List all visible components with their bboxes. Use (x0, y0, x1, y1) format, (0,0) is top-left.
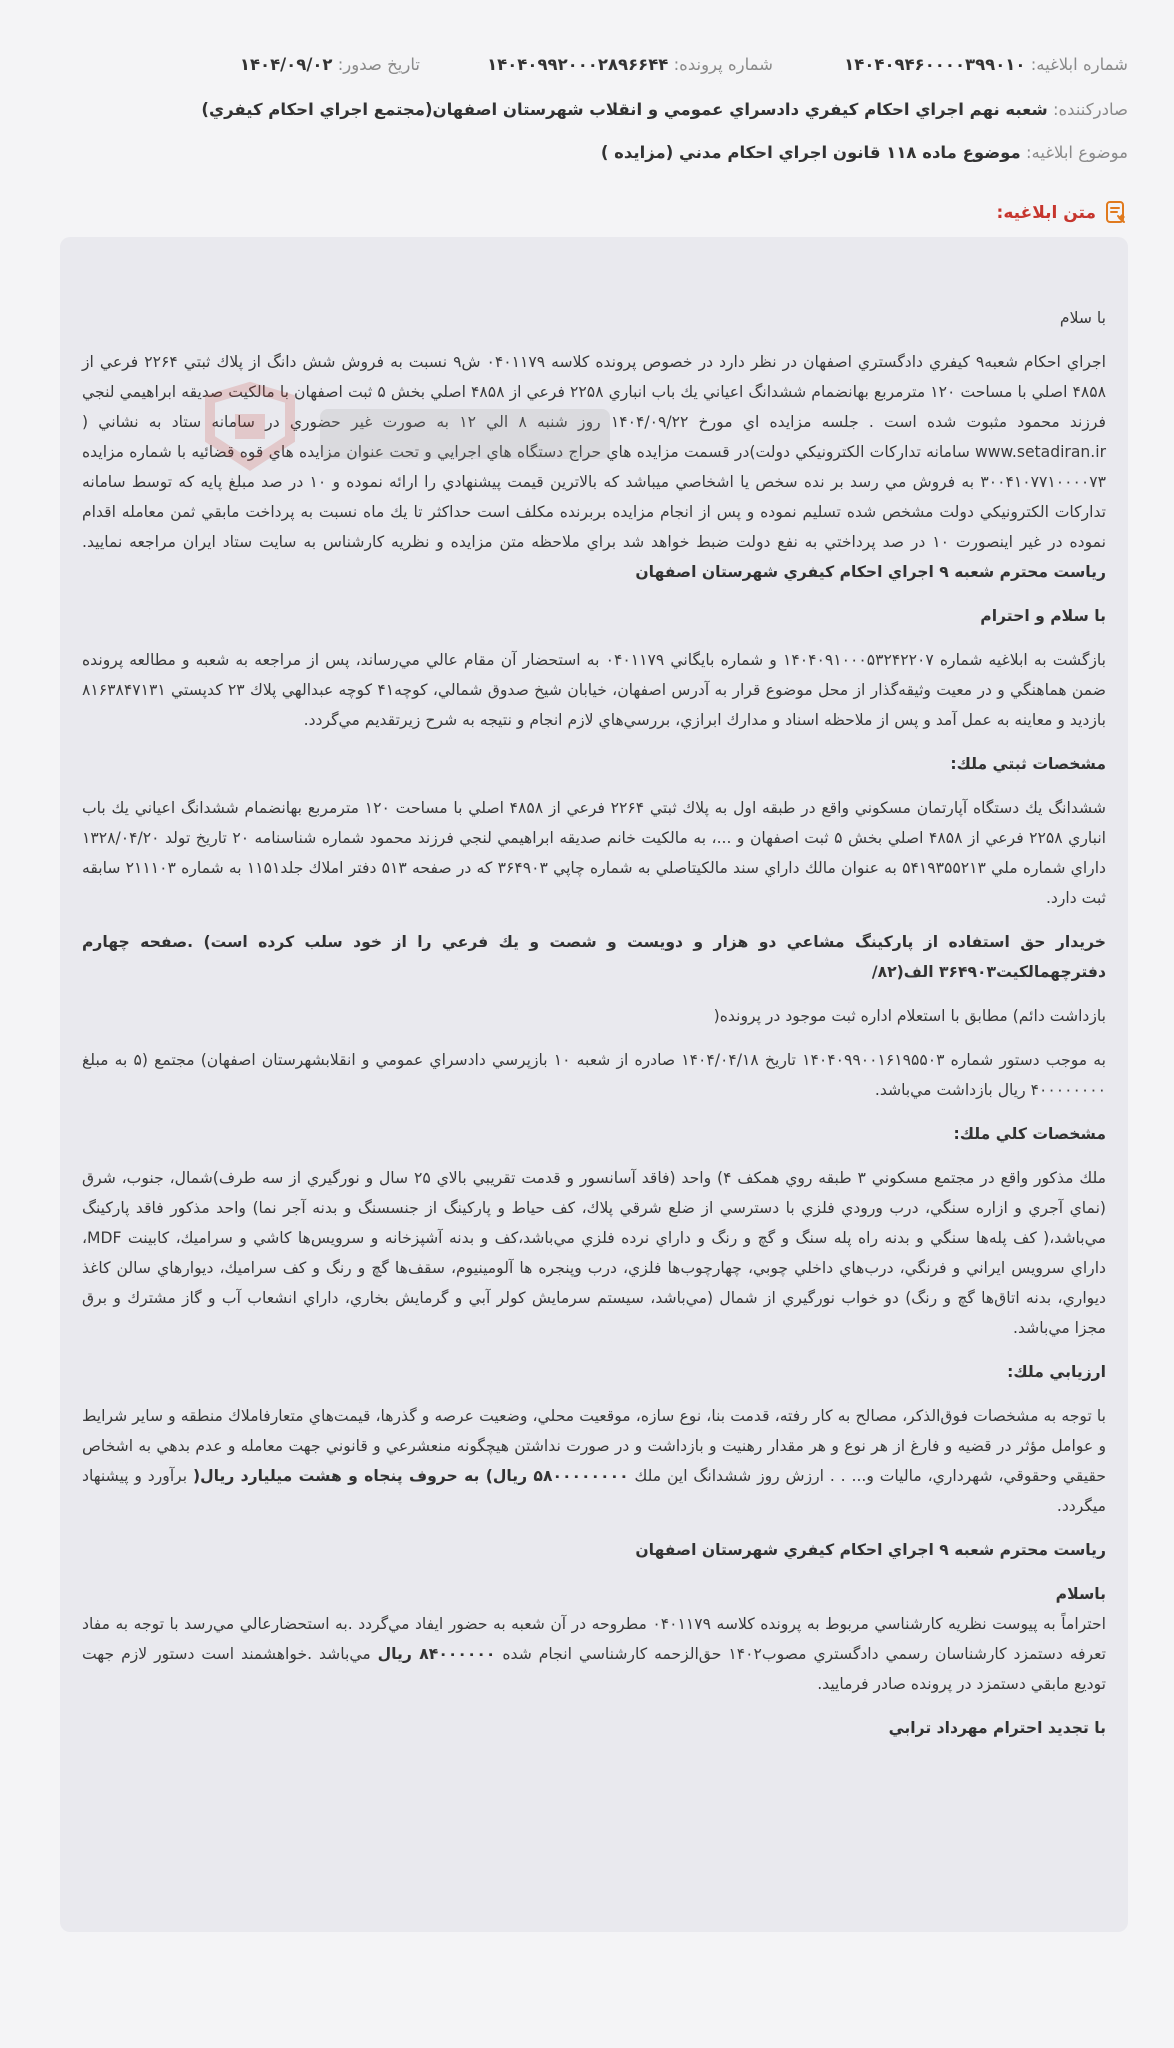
case-number: شماره پرونده: ۱۴۰۴۰۹۹۲۰۰۰۲۸۹۶۶۴۴ (487, 55, 773, 74)
seizure-note: بازداشت دائم) مطابق با استعلام اداره ثبت موجود در پرونده( (713, 1007, 1106, 1025)
fee-value: ۸۴۰۰۰۰۰۰ ريال (377, 1645, 496, 1663)
auction-signature: رياست محترم شعبه ۹ اجراي احكام كيفري شهرستان اصفهان (635, 563, 1106, 581)
greeting-3: باسلام (1055, 1585, 1106, 1603)
evaluation-paragraph: با توجه به مشخصات فوق‌الذكر، مصالح به كار رفته، قدمت بنا، نوع سازه، موقعيت محلي، وضعيت عرصه و گذرها، قيمت‌هاي متعارفاملاك منطقه و ساير شرايط و عوامل مؤثر در قضيه و فارغ از هر نوع و هر مقدار رهنيت و بازداشت و در صورت نداشتن هيچگونه منعشرعي و قانوني جهت معامله و عدم بدهي به اشخاص حقيقي وحقوقي، شهرداري، ماليات و... . . ارزش روز ششدانگ اين ملك ۵۸۰۰۰۰۰۰۰۰ ريال) به حروف پنجاه و هشت ميليارد ريال( برآورد و پيشنهاد ميگردد. (82, 1407, 1106, 1515)
greeting-2: با سلام و احترام (980, 607, 1106, 625)
seizure-order-paragraph: به موجب دستور شماره ۱۴۰۴۰۹۹۰۰۱۶۱۹۵۵۰۳ تاريخ ۱۴۰۴/۰۴/۱۸ صادره از شعبه ۱۰ بازپرسي دادسراي عمومي و انقلابشهرستان اصفهان) مجتمع (۵ به مبلغ ۴۰۰۰۰۰۰۰۰ ريال بازداشت مي‌باشد. (82, 1051, 1106, 1099)
registry-paragraph: ششدانگ يك دستگاه آپارتمان مسكوني واقع در طبقه اول به پلاك ثبتي ۲۲۶۴ فرعي از ۴۸۵۸ اصلي با مساحت ۱۲۰ مترمربع بهانضمام ششدانگ اعياني يك باب انباري ۲۲۵۸ فرعي از ۴۸۵۸ اصلي بخش ۵ ثبت اصفهان و ...، به مالكيت خانم صديقه ابراهيمي لنجي فرزند محمود شماره شناسنامه ۲۰ تاريخ تولد ۱۳۲۸/۰۴/۲۰ داراي شماره ملي ۵۴۱۹۳۵۵۲۱۳ به عنوان مالك داراي سند مالكيتاصلي به شماره چاپي ۳۶۴۹۰۳ كه در صفحه ۵۱۳ دفتر املاك جلد۱۱۵۱ به شماره ۲۱۱۱۰۳ سابقه ثبت دارد. (82, 799, 1107, 907)
general-paragraph: ملك مذكور واقع در مجتمع مسكوني ۳ طبقه روي همكف ۴) واحد (فاقد آسانسور و قدمت تقريبي بالاي ۲۵ سال و نورگيري از سه طرف)شمال، جنوب، شرق (نماي آجري و ازاره سنگي، درب ورودي فلزي با دسترسي از ضلع شرقي پلاك، كف حياط و پاركينگ از جنسسنگ و بدنه آجر نما) واحد مذكور فاقد پاركينگ مي‌باشد،( كف پله‌ها سنگي و بدنه راه پله سنگ و گچ و رنگ و داراي نرده فلزي مي‌باشد،كف و بدنه آشپزخانه و سرويس‌ها كاشي و سراميك، كابينت MDF، داراي سرويس ايراني و فرنگي، درب‌هاي داخلي چوبي، چهارچوب‌ها فلزي، درب وپنجره ها آلومينيوم، سقف‌ها گچ و رنگ و كف سراميك، ديوارهاي سالن كاغذ ديواري، بدنه اتاق‌ها گچ و رنگ) دو خواب نورگيري از شمال (مي‌باشد، سيستم سرمايش كولر آبي و گرمايش بخاري، داراي انشعاب آب و گاز مشترك و برق مجزا مي‌باشد. (82, 1169, 1106, 1337)
expert-signature-heading: رياست محترم شعبه ۹ اجراي احكام كيفري شهرستان اصفهان (635, 1541, 1106, 1559)
evaluation-heading: ارزيابي ملك: (1007, 1363, 1106, 1381)
general-heading: مشخصات كلي ملك: (953, 1125, 1106, 1143)
document-icon (1104, 200, 1128, 226)
inspection-paragraph: بازگشت به ابلاغيه شماره ۱۴۰۴۰۹۱۰۰۰۵۳۲۴۲۲۰۷ و شماره بايگاني ۰۴۰۱۱۷۹ به استحضار آن مقام عالي مي‌رساند، پس از مراجعه به شعبه و مطالعه پرونده ضمن هماهنگي و در معيت وثيقه‌گذار از محل موضوع قرار به آدرس اصفهان، خيابان شيخ صدوق شمالي، كوچه۴۱ كوچه عبدالهي پلاك ۲۳ كدپستي ۸۱۶۳۸۴۷۱۳۱ بازديد و معاينه به عمل آمد و پس از ملاحظه اسناد و مدارك ابرازي، بررسي‌هاي لازم انجام و نتيجه به شرح زيرتقديم مي‌گردد. (82, 651, 1106, 729)
auction-paragraph: اجراي احكام شعبه۹ كيفري دادگستري اصفهان در نظر دارد در خصوص پرونده كلاسه ۰۴۰۱۱۷۹ ش۹ نسبت به فروش شش دانگ از پلاك ثبتي ۲۲۶۴ فرعي از ۴۸۵۸ اصلي با مساحت ۱۲۰ مترمربع بهانضمام ششدانگ اعياني يك باب انباري ۲۲۵۸ فرعي از ۴۸۵۸ اصلي بخش ۵ ثبت اصفهان با مالكيت صديقه ابراهيمي لنجي فرزند محمود مثبوت شده است . جلسه مزايده اي مورخ ۱۴۰۴/۰۹/۲۲ روز شنبه ۸ الي ۱۲ به صورت غير حضوري در سامانه ستاد به نشاني ( www.setadiran.ir سامانه تداركات الكترونيكي دولت)در قسمت مزايده هاي حراج دستگاه هاي اجرايي و تحت عنوان مزايده هاي قوه قضائيه با شماره مزايده ۳۰۰۴۱۰۷۷۱۰۰۰۰۷۳ به فروش مي رسد بر نده سخص يا اشخاصي ميباشد كه بالاترين قيمت پيشنهادي را ارائه نموده و ۱۰ در صد مبلغ پايه كه توسط سامانه تداركات الكترونيكي دولت مشخص شده تسليم نموده و پس از انجام مزايده بربرنده مكلف است حداكثر تا يك ماه نسبت به پرداخت مابقي ثمن معامله اقدام نموده در غير اينصورت ۱۰ در صد پرداختي به نفع دولت ضبط خواهد شد براي ملاحظه متن مزايده و نظريه كارشناس به سايت ستاد ايران مراجعه نماييد. رياست محترم شعبه ۹ اجراي احكام كيفري شهرستان اصفهان (82, 353, 1107, 581)
closing-signature: با تجديد احترام مهرداد ترابي (888, 1719, 1106, 1737)
notice-text-heading (997, 200, 1128, 226)
notice-number: شماره ابلاغيه: ۱۴۰۴۰۹۴۶۰۰۰۰۳۹۹۰۱۰ (844, 55, 1128, 74)
issue-date: تاريخ صدور: ۱۴۰۴/۰۹/۰۲ (239, 55, 420, 74)
greeting: با سلام (1059, 309, 1106, 327)
section-title: متن ابلاغيه: (996, 203, 1096, 223)
meta-row-subject: موضوع ابلاغيه: موضوع ماده ۱۱۸ قانون اجراي احكام مدني (مزايده ) (600, 143, 1128, 162)
issuer-value: شعبه نهم اجراي احكام كيفري دادسراي عمومي و انقلاب شهرستان اصفهان(مجتمع اجراي احكام كيفري) (201, 100, 1048, 119)
notice-body-card (60, 237, 1128, 1932)
meta-row-issuer: صادرکننده: شعبه نهم اجراي احكام كيفري دادسراي عمومي و انقلاب شهرستان اصفهان(مجتمع اجراي احكام كيفري) (201, 100, 1128, 119)
registry-heading: مشخصات ثبتي ملك: (950, 755, 1106, 773)
subject-value: موضوع ماده ۱۱۸ قانون اجراي احكام مدني (مزايده ) (600, 143, 1021, 162)
fee-paragraph: احتراماً به پيوست نظريه كارشناسي مربوط به پرونده كلاسه ۰۴۰۱۱۷۹ مطروحه در آن شعبه به حضور ايفاد مي‌گردد .به استحضارعالي مي‌رسد با توجه به مفاد تعرفه دستمزد كارشناسان رسمي دادگستري مصوب۱۴۰۲ حق‌الزحمه كارشناسي انجام شده ۸۴۰۰۰۰۰۰ ريال مي‌باشد .خواهشمند است دستور لازم جهت توديع مابقي دستمزد در پرونده صادر فرماييد. (82, 1615, 1106, 1693)
parking-note: خريدار حق استفاده از پاركينگ مشاعي دو هزار و دويست و شصت و يك فرعي را از خود سلب كرده است) .صفحه چهارم دفترچهمالكيت۳۶۴۹۰۳ الف(۸۲/ (82, 933, 1106, 981)
evaluation-value: ۵۸۰۰۰۰۰۰۰۰ ريال) به حروف پنجاه و هشت ميليارد ريال( (192, 1467, 629, 1485)
